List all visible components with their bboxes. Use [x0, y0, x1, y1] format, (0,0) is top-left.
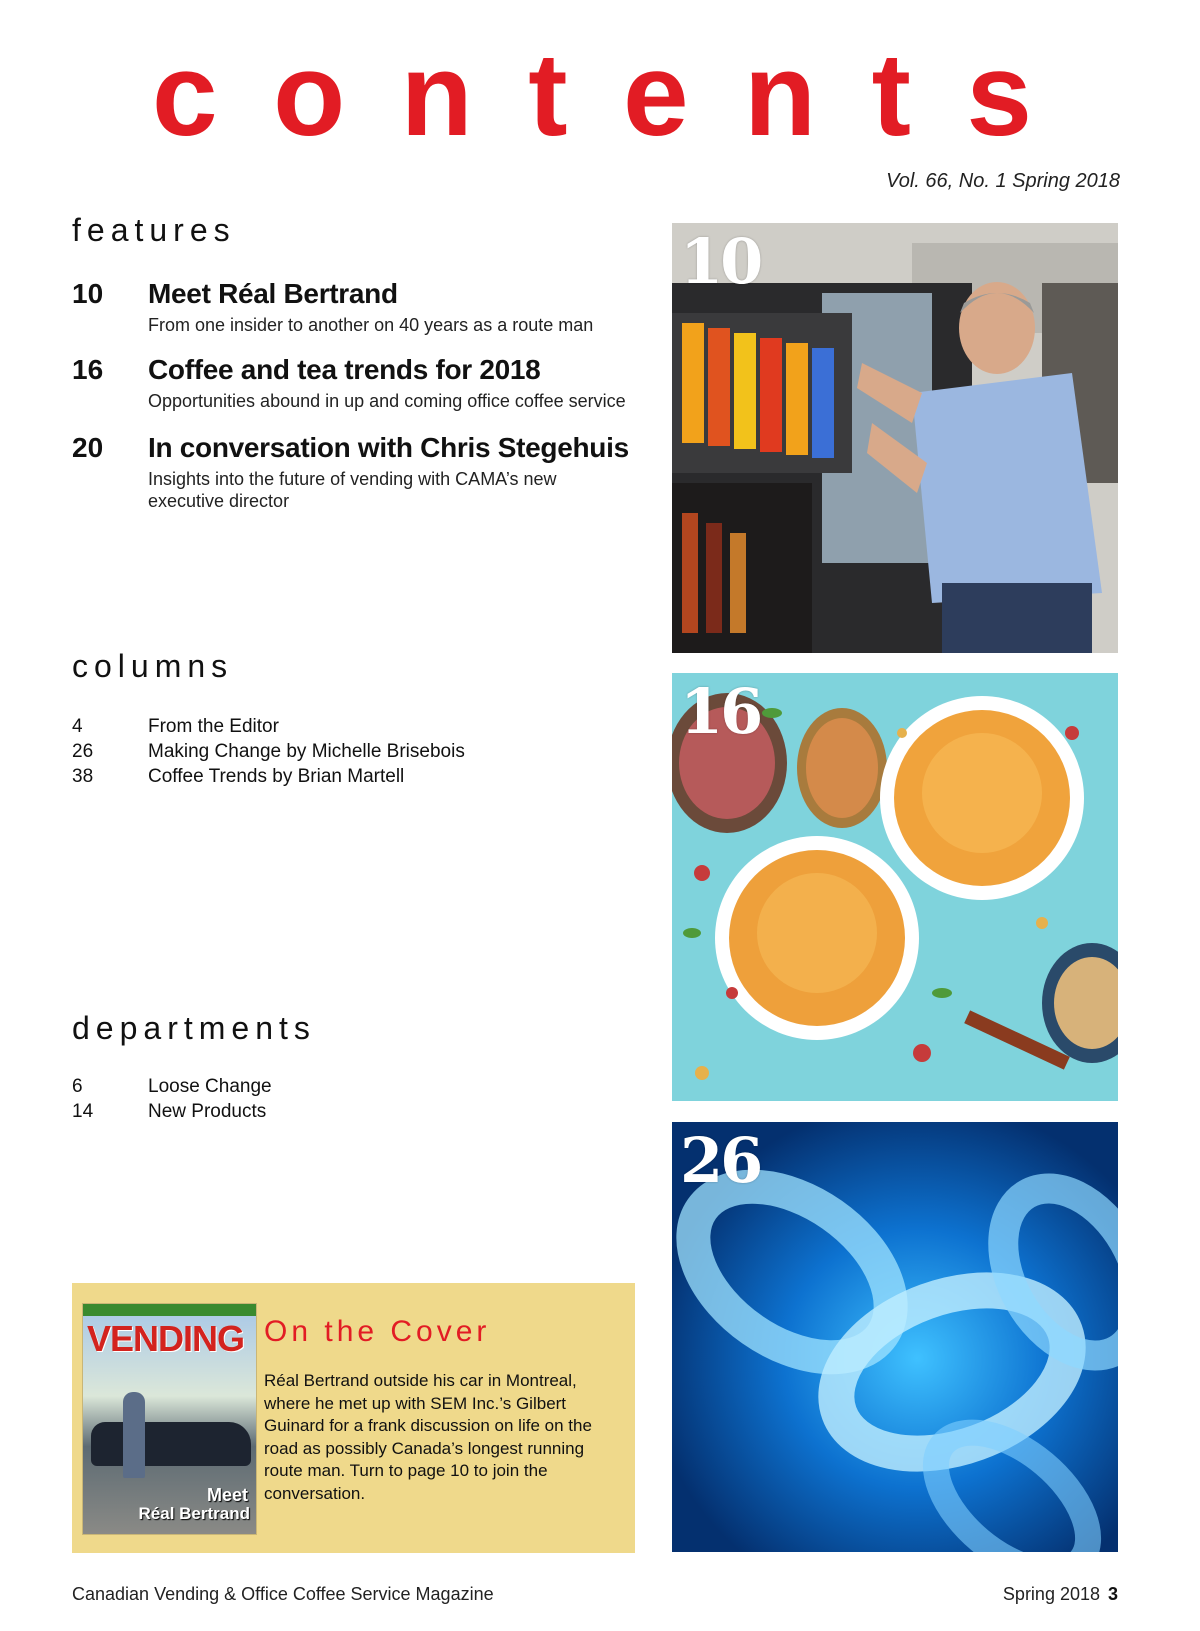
departments-list — [72, 1076, 632, 1126]
cover-thumbnail-masthead: VENDING — [87, 1318, 245, 1359]
footer-page-number: 3 — [1107, 1584, 1118, 1604]
columns-heading: columns — [72, 648, 234, 684]
feature-page: 10 — [72, 278, 104, 309]
cover-thumbnail[interactable] — [82, 1303, 257, 1535]
features-heading: features — [72, 212, 236, 248]
title-letter: n — [744, 29, 817, 161]
list-item-label[interactable]: Loose Change — [148, 1076, 272, 1097]
title-letter: e — [622, 29, 689, 161]
title-letter: o — [273, 29, 346, 161]
feature-page: 20 — [72, 432, 104, 463]
list-item[interactable] — [72, 1076, 632, 1101]
list-item[interactable] — [72, 766, 632, 791]
feature-description: Insights into the future of vending with CAMA’s new executive director — [148, 469, 557, 511]
feature-title[interactable]: In conversation with Chris Stegehuis — [148, 432, 629, 463]
title-letter: n — [400, 29, 473, 161]
list-item[interactable] — [72, 716, 632, 741]
footer-issue: Spring 2018 — [1002, 1584, 1100, 1604]
feature-photo-vending[interactable] — [672, 223, 1118, 653]
list-item[interactable] — [72, 741, 632, 766]
feature-photo-tea[interactable] — [672, 673, 1118, 1101]
title-letter: t — [871, 29, 911, 161]
cover-thumbnail-meet: Meet — [206, 1485, 248, 1505]
photo-page-number: 26 — [680, 1124, 761, 1197]
list-item-label[interactable]: New Products — [148, 1101, 267, 1122]
cover-thumbnail-person — [123, 1392, 145, 1478]
list-item[interactable] — [72, 1101, 632, 1126]
feature-title[interactable]: Meet Réal Bertrand — [148, 278, 398, 309]
cover-thumbnail-car — [91, 1422, 251, 1466]
list-item-page: 14 — [72, 1101, 94, 1122]
issue-info: Vol. 66, No. 1 Spring 2018 — [886, 170, 1120, 192]
feature-description: From one insider to another on 40 years as a route man — [148, 315, 594, 335]
list-item-label[interactable]: Coffee Trends by Brian Martell — [148, 766, 405, 787]
footer-magazine-name: Canadian Vending & Office Coffee Service Magazine — [72, 1584, 494, 1604]
photo-page-number: 10 — [680, 225, 761, 298]
title-letter: s — [966, 29, 1032, 161]
columns-list — [72, 716, 632, 791]
list-item-label[interactable]: From the Editor — [148, 716, 279, 737]
title-letter: c — [152, 29, 218, 161]
cover-thumbnail-name: Réal Bertrand — [138, 1504, 250, 1523]
list-item-page: 26 — [72, 741, 94, 762]
list-item-label[interactable]: Making Change by Michelle Brisebois — [148, 741, 465, 762]
feature-photo-chain[interactable] — [672, 1122, 1118, 1552]
feature-page: 16 — [72, 354, 104, 385]
list-item-page: 6 — [72, 1076, 83, 1097]
photo-page-number: 16 — [680, 675, 761, 748]
cover-description: Réal Bertrand outside his car in Montreal, where he met up with SEM Inc.’s Gilbert Guinard for a frank discussion on life on the road as possibly Canada’s longest running route man. Turn to page 10 to join the conversation. — [264, 1371, 592, 1503]
cover-heading: On the Cover — [264, 1315, 491, 1348]
on-the-cover-box — [72, 1283, 635, 1553]
list-item-page: 4 — [72, 716, 83, 737]
feature-title[interactable]: Coffee and tea trends for 2018 — [148, 354, 541, 385]
list-item-page: 38 — [72, 766, 94, 787]
feature-description: Opportunities abound in up and coming office coffee service — [148, 391, 626, 411]
page-title — [152, 29, 1032, 161]
cover-thumbnail-bar — [83, 1304, 256, 1316]
departments-heading: departments — [72, 1010, 316, 1046]
title-letter: t — [528, 29, 568, 161]
